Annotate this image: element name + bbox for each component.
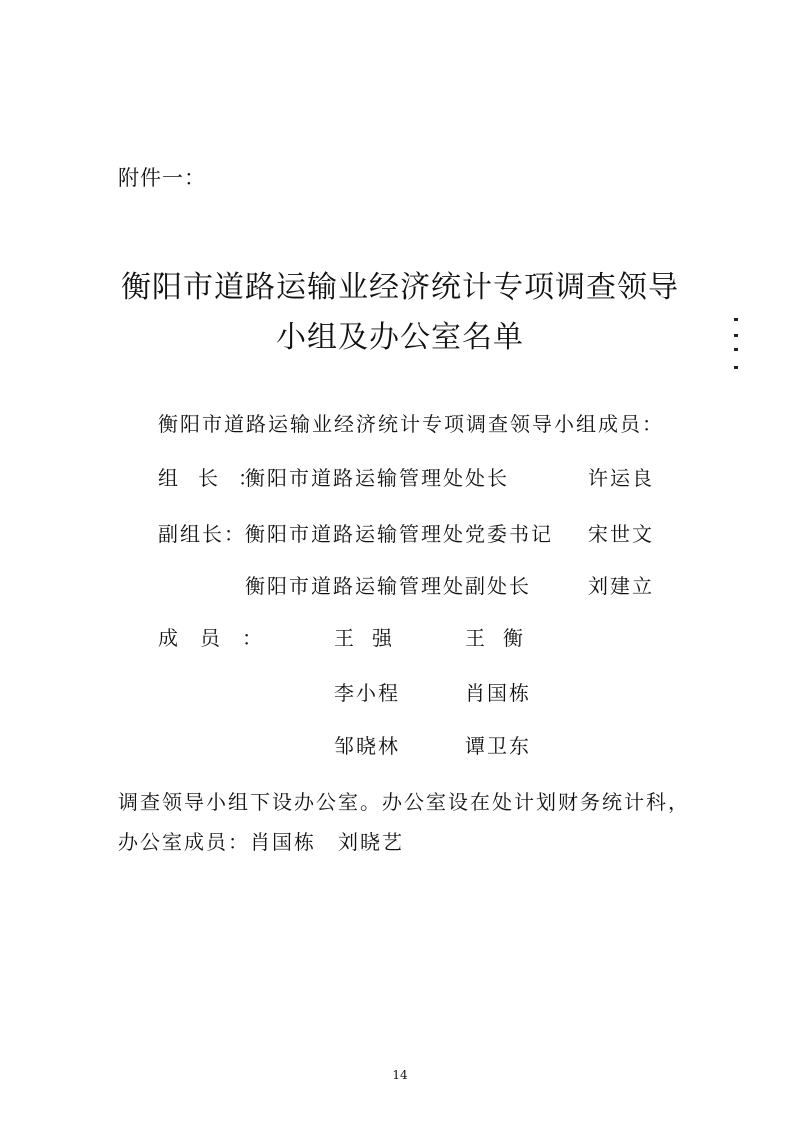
member-name: 肖国栋 bbox=[465, 681, 531, 705]
scan-margin-marks bbox=[733, 318, 741, 370]
deputy-name: 宋世文 bbox=[588, 522, 654, 546]
member-name: 王衡 bbox=[465, 626, 541, 650]
deputy-post: 衡阳市道路运输管理处副处长 bbox=[245, 574, 531, 598]
group-members-intro: 衡阳市道路运输业经济统计专项调查领导小组成员： bbox=[158, 412, 664, 436]
office-members: 办公室成员：肖国栋 刘晓艺 bbox=[118, 830, 404, 854]
office-description: 调查领导小组下设办公室。办公室设在处计划财务统计科， bbox=[118, 790, 690, 814]
deputy-role-label: 副组长： bbox=[158, 522, 246, 546]
page-number: 14 bbox=[392, 1068, 408, 1082]
member-name: 李小程 bbox=[334, 681, 400, 705]
leader-post: 衡阳市道路运输管理处处长 bbox=[245, 466, 509, 490]
document-title-line-1: 衡阳市道路运输业经济统计专项调查领导 bbox=[121, 270, 679, 305]
deputy-post: 衡阳市道路运输管理处党委书记 bbox=[245, 522, 553, 546]
attachment-label: 附件一： bbox=[118, 166, 206, 190]
member-name: 邹晓林 bbox=[334, 734, 400, 758]
members-role-label: 成员： bbox=[158, 626, 284, 650]
leader-name: 许运良 bbox=[588, 466, 654, 490]
member-name: 王强 bbox=[334, 626, 410, 650]
deputy-name: 刘建立 bbox=[588, 574, 654, 598]
leader-role-label: 组长： bbox=[158, 466, 278, 490]
member-name: 谭卫东 bbox=[465, 734, 531, 758]
document-title-line-2: 小组及办公室名单 bbox=[276, 320, 524, 355]
